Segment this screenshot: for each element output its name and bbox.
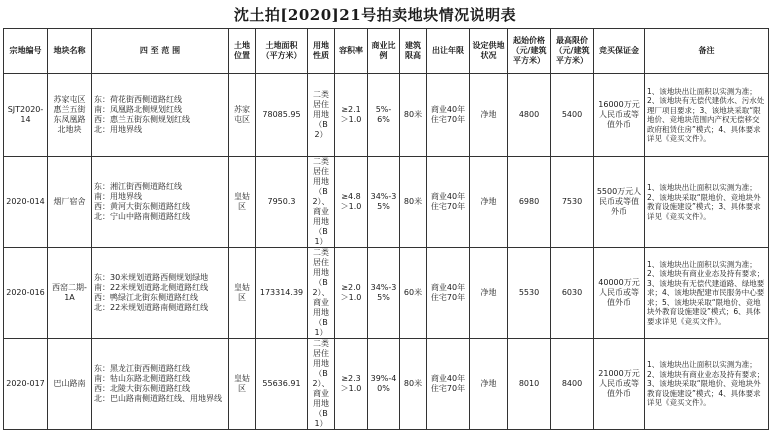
cell-commercial-ratio: 39%-40%: [368, 339, 400, 430]
table-row: [4, 248, 769, 339]
cell-area: 7950.3: [256, 157, 308, 248]
cell-commercial-ratio: 34%-35%: [368, 157, 400, 248]
cell-boundary: [92, 74, 229, 157]
cell-land-use: 二类居住用地（B2）: [308, 74, 335, 157]
header-row: [4, 29, 769, 74]
header-area: 土地面积（平方米）: [256, 29, 308, 74]
boundary-line: 南：用地界线: [94, 192, 142, 201]
cell-max-price: 7530: [551, 157, 594, 248]
cell-supply-status: 净地: [470, 157, 508, 248]
boundary-line: 南：凤凰路北侧规划红线: [94, 105, 182, 114]
cell-supply-status: 净地: [470, 248, 508, 339]
cell-height-limit: 60米: [400, 248, 427, 339]
cell-parcel-name: 苏家屯区惠兰五街东凤凰路北地块: [48, 74, 92, 157]
cell-area: 78085.95: [256, 74, 308, 157]
cell-parcel-id: 2020-017: [4, 339, 48, 430]
cell-start-price: 8010: [508, 339, 551, 430]
table-row: [4, 74, 769, 157]
cell-notes: 1、该地块出让面积以实测为准；2、该地块有无偿代建供水、污水处理厂项目要求；3、该地块采取“限地价、竞地块范围内产权无偿移交政府租赁住房”模式；4、具体要求详见《竞买文件》。: [645, 74, 769, 157]
boundary-line: 北：巴山路南侧道路红线、用地界线: [94, 394, 222, 403]
cell-parcel-name: 西窑二期-1A: [48, 248, 92, 339]
cell-max-price: 6030: [551, 248, 594, 339]
land-auction-table: [3, 28, 769, 430]
boundary-line: 东：湘江街西侧道路红线: [94, 182, 182, 191]
header-location: 土地位置: [229, 29, 256, 74]
cell-parcel-name: 烟厂宿舍: [48, 157, 92, 248]
cell-supply-status: 净地: [470, 339, 508, 430]
header-boundary: 四 至 范 围: [92, 29, 229, 74]
boundary-line: 东：荷花街西侧道路红线: [94, 95, 182, 104]
header-max-price: 最高限价（元/建筑平方米）: [551, 29, 594, 74]
cell-deposit: 21000万元人民币或等值外币: [594, 339, 645, 430]
cell-deposit: 40000万元人民币或等值外币: [594, 248, 645, 339]
boundary-line: 南：牯山东路北侧道路红线: [94, 374, 190, 383]
cell-boundary: [92, 248, 229, 339]
cell-land-use: 二类居住用地（B2）、商业用地（B1）: [308, 339, 335, 430]
cell-boundary: [92, 339, 229, 430]
cell-far: ≥2.0 ＞1.0: [335, 248, 368, 339]
cell-location: 皇姑区: [229, 157, 256, 248]
cell-location: 皇姑区: [229, 339, 256, 430]
cell-commercial-ratio: 34%-35%: [368, 248, 400, 339]
cell-land-use: 二类居住用地（B2）、商业用地（B1）: [308, 248, 335, 339]
header-land-use: 用地性质: [308, 29, 335, 74]
cell-far: ≥2.3 ＞1.0: [335, 339, 368, 430]
cell-start-price: 4800: [508, 74, 551, 157]
cell-deposit: 16000万元人民币或等值外币: [594, 74, 645, 157]
header-parcel-id: 宗地编号: [4, 29, 48, 74]
cell-parcel-name: 巴山路南: [48, 339, 92, 430]
boundary-line: 东：30米规划道路西侧规划绿地: [94, 273, 209, 282]
table-row: [4, 339, 769, 430]
cell-max-price: 8400: [551, 339, 594, 430]
header-commercial-ratio: 商业比例: [368, 29, 400, 74]
cell-parcel-id: 2020-016: [4, 248, 48, 339]
boundary-line: 北：用地界线: [94, 125, 142, 134]
header-supply-status: 设定供地状况: [470, 29, 508, 74]
boundary-line: 西：北陵大街东侧道路红线: [94, 384, 190, 393]
cell-term: 商业40年住宅70年: [427, 157, 470, 248]
cell-term: 商业40年住宅70年: [427, 248, 470, 339]
cell-start-price: 6980: [508, 157, 551, 248]
table-row: [4, 157, 769, 248]
cell-area: 55636.91: [256, 339, 308, 430]
cell-notes: 1、该地块出让面积以实测为准；2、该地块采取“限地价、竞地块外教育设施建设”模式；3、具体要求详见《竞买文件》。: [645, 157, 769, 248]
header-term: 出让年限: [427, 29, 470, 74]
cell-commercial-ratio: 5%-6%: [368, 74, 400, 157]
header-start-price: 起始价格（元/建筑平方米）: [508, 29, 551, 74]
header-far: 容积率: [335, 29, 368, 74]
boundary-line: 北：22米规划道路南侧道路红线: [94, 303, 209, 312]
cell-boundary: [92, 157, 229, 248]
cell-term: 商业40年住宅70年: [427, 339, 470, 430]
cell-max-price: 5400: [551, 74, 594, 157]
cell-supply-status: 净地: [470, 74, 508, 157]
cell-notes: 1、该地块出让面积以实测为准；2、该地块有商业业态及持有要求；3、该地块有无偿代建道路、绿地要求；4、该地块配建市民服务中心要求；5、该地块采取“限地价、竞地块外教育设施建设”模式；6、具体要求详见《竞买文件》。: [645, 248, 769, 339]
boundary-line: 南：22米规划道路北侧道路红线: [94, 283, 209, 292]
header-deposit: 竞买保证金: [594, 29, 645, 74]
cell-start-price: 5530: [508, 248, 551, 339]
page-title: 沈土拍[2020]21号拍卖地块情况说明表: [233, 6, 517, 24]
cell-notes: 1、该地块出让面积以实测为准；2、该地块有商业业态及持有要求；3、该地块采取“限地价、竞地块外教育设施建设”模式；4、具体要求详见《竞买文件》。: [645, 339, 769, 430]
header-height-limit: 建筑限高: [400, 29, 427, 74]
cell-parcel-id: 2020-014: [4, 157, 48, 248]
boundary-line: 西：黄河大街东侧道路红线: [94, 202, 190, 211]
cell-height-limit: 80米: [400, 157, 427, 248]
cell-area: 173314.39: [256, 248, 308, 339]
boundary-line: 西：鸭绿江北街东侧道路红线: [94, 293, 198, 302]
header-parcel-name: 地块名称: [48, 29, 92, 74]
boundary-line: 北：宁山中路南侧道路红线: [94, 212, 190, 221]
cell-term: 商业40年住宅70年: [427, 74, 470, 157]
cell-location: 皇姑区: [229, 248, 256, 339]
boundary-line: 东：黑龙江街西侧道路红线: [94, 364, 190, 373]
cell-location: 苏家屯区: [229, 74, 256, 157]
cell-far: ≥4.8 ＞1.0: [335, 157, 368, 248]
cell-land-use: 二类居住用地（B2）、商业用地（B1）: [308, 157, 335, 248]
boundary-line: 西：惠兰五街东侧规划红线: [94, 115, 190, 124]
header-notes: 备注: [645, 29, 769, 74]
cell-deposit: 5500万元人民币或等值外币: [594, 157, 645, 248]
cell-height-limit: 80米: [400, 339, 427, 430]
cell-parcel-id: SJT2020-14: [4, 74, 48, 157]
cell-height-limit: 80米: [400, 74, 427, 157]
cell-far: ≥2.1 ＞1.0: [335, 74, 368, 157]
